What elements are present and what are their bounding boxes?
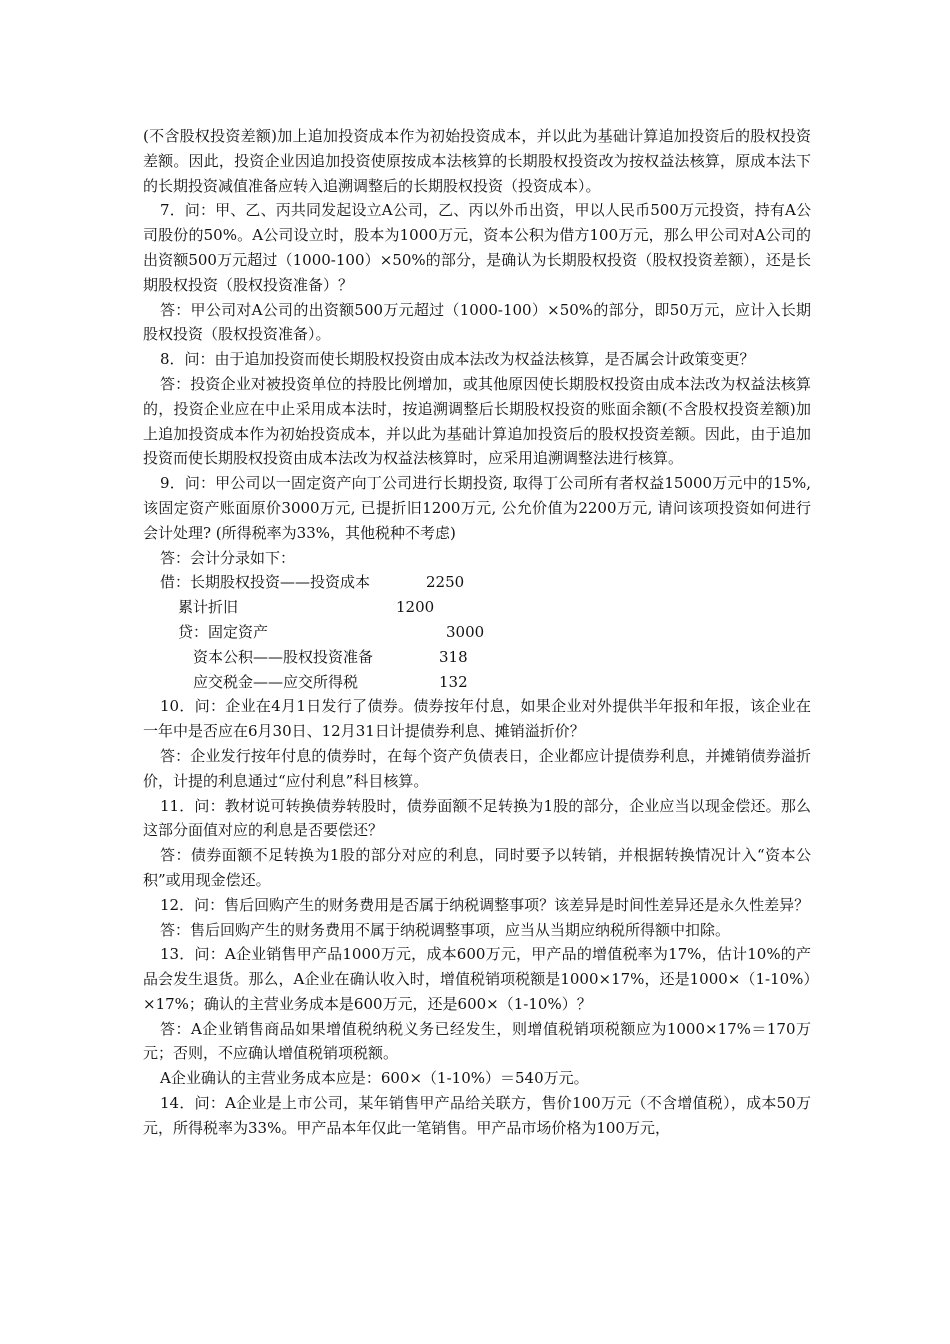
amount: 132 — [439, 672, 468, 691]
account-name: 累计折旧 — [178, 598, 239, 617]
paragraph: 答：债券面额不足转换为1股的部分对应的利息，同时要予以转销，并根据转换情况计入“资本公积”或用现金偿还。 — [143, 846, 811, 889]
account-name: 借：长期股权投资——投资成本 — [160, 573, 371, 592]
paragraph: 9．问：甲公司以一固定资产向丁公司进行长期投资, 取得丁公司所有者权益15000万元中的15%, 该固定资产账面原价3000万元, 已提折旧1200万元, 公允价值为2200万元, 请问该项投资如何进行会计处理? (所得税率为33%，其他税种不考虑) — [143, 474, 811, 542]
journal-entry-line — [143, 670, 811, 695]
paragraph: 12．问：售后回购产生的财务费用是否属于纳税调整事项？该差异是时间性差异还是永久性差异？ — [160, 895, 810, 914]
paragraph: 10．问：企业在4月1日发行了债券。债券按年付息，如果企业对外提供半年报和年报，该企业在一年中是否应在6月30日、12月31日计提债券利息、摊销溢折价？ — [143, 697, 811, 741]
paragraphs-before-entry — [143, 124, 811, 570]
paragraph: 11．问：教材说可转换债券转股时，债券面额不足转换为1股的部分，企业应当以现金偿还。那么这部分面值对应的利息是否要偿还？ — [143, 796, 811, 840]
paragraph: 答：投资企业对被投资单位的持股比例增加，或其他原因使长期股权投资由成本法改为权益法核算的，投资企业应在中止采用成本法时，按追溯调整后长期股权投资的账面余额(不含股权投资差额)加上追加投资成本作为初始投资成本，并以此为基础计算追加投资后的股权投资差额。因此，由于追加投资而使长期股权投资由成本法改为权益法核算时，应采用追溯调整法进行核算。 — [143, 374, 811, 468]
paragraph: (不含股权投资差额)加上追加投资成本作为初始投资成本，并以此为基础计算追加投资后的股权投资差额。因此，投资企业因追加投资使原按成本法核算的长期股权投资改为按权益法核算，原成本法下的长期投资减值准备应转入追溯调整后的长期股权投资（投资成本）。 — [143, 127, 811, 195]
paragraph: 答：甲公司对A公司的出资额500万元超过（1000-100）×50%的部分，即50万元，应计入长期股权投资（股权投资准备）。 — [143, 300, 811, 344]
journal-entry-line — [143, 645, 811, 670]
paragraph: 答：售后回购产生的财务费用不属于纳税调整事项，应当从当期应纳税所得额中扣除。 — [160, 920, 731, 939]
paragraph: 14．问：A企业是上市公司，某年销售甲产品给关联方，售价100万元（不含增值税），成本50万元，所得税率为33%。甲产品本年仅此一笔销售。甲产品市场价格为100万元， — [143, 1094, 811, 1137]
amount: 3000 — [446, 622, 485, 641]
journal-entry-line — [143, 595, 811, 620]
paragraph: 答：A企业销售商品如果增值税纳税义务已经发生，则增值税销项税额应为1000×17%＝170万元；否则，不应确认增值税销项税额。 — [143, 1019, 811, 1063]
journal-entry-line — [143, 620, 811, 645]
paragraphs-after-entry — [143, 694, 811, 1140]
paragraph: 13．问：A企业销售甲产品1000万元，成本600万元，甲产品的增值税率为17%，估计10%的产品会发生退货。那么，A企业在确认收入时，增值税销项税额是1000×17%，还是1000×（1-10%）×17%；确认的主营业务成本是600万元，还是600×（1-10%）？ — [143, 945, 811, 1013]
account-name: 应交税金——应交所得税 — [193, 672, 359, 691]
journal-entry — [143, 570, 811, 694]
amount: 2250 — [426, 573, 465, 592]
amount: 318 — [439, 647, 468, 666]
paragraph: 8．问：由于追加投资而使长期股权投资由成本法改为权益法核算，是否属会计政策变更？ — [160, 350, 755, 369]
document-body — [143, 124, 811, 1141]
account-name: 资本公积——股权投资准备 — [193, 647, 374, 666]
amount: 1200 — [396, 598, 435, 617]
paragraph: 答：会计分录如下： — [160, 548, 296, 567]
paragraph: A企业确认的主营业务成本应是：600×（1-10%）＝540万元。 — [160, 1069, 589, 1088]
journal-entry-line — [143, 570, 811, 595]
paragraph: 答：企业发行按年付息的债券时，在每个资产负债表日，企业都应计提债券利息，并摊销债券溢折价，计提的利息通过“应付利息”科目核算。 — [143, 746, 811, 790]
account-name: 贷：固定资产 — [178, 622, 269, 641]
paragraph: 7．问：甲、乙、丙共同发起设立A公司，乙、丙以外币出资，甲以人民币500万元投资，持有A公司股份的50%。A公司设立时，股本为1000万元，资本公积为借方100万元，那么甲公司对A公司的出资额500万元超过（1000-100）×50%的部分，是确认为长期股权投资（股权投资差额），还是长期股权投资（股权投资准备）？ — [143, 201, 811, 294]
